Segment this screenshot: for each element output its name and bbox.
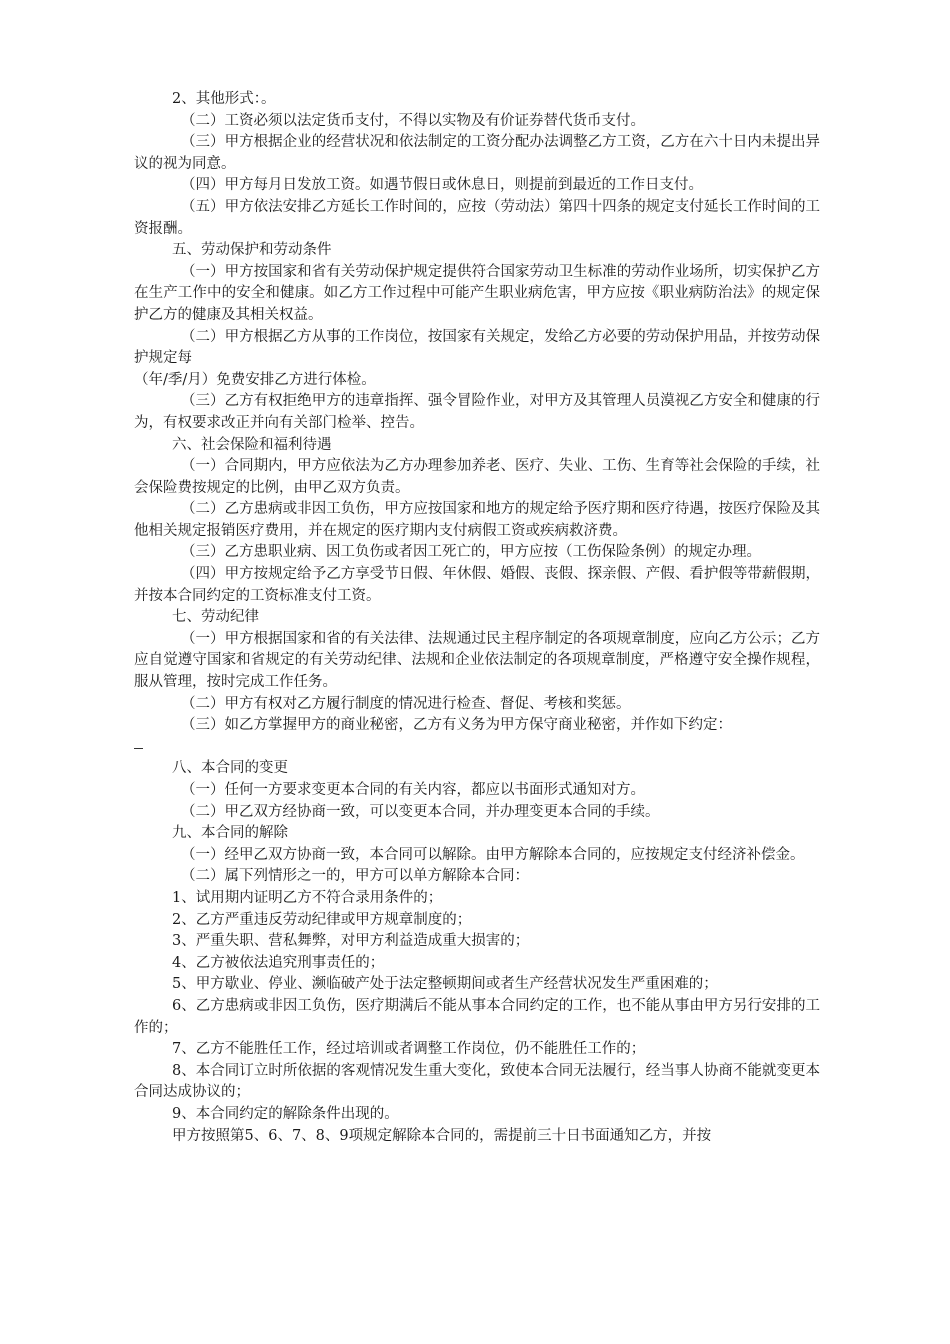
paragraph: 8、本合同订立时所依据的客观情况发生重大变化，致使本合同无法履行，经当事人协商不能就变更本合同达成协议的； <box>134 1062 820 1101</box>
paragraph: （二）甲乙双方经协商一致，可以变更本合同，并办理变更本合同的手续。 <box>181 803 660 820</box>
paragraph: 6、乙方患病或非因工负伤，医疗期满后不能从事本合同约定的工作，也不能从事由甲方另行安排的工作的； <box>134 997 820 1036</box>
paragraph: 3、严重失职、营私舞弊，对甲方利益造成重大损害的； <box>172 933 530 950</box>
paragraph: （一）经甲乙双方协商一致，本合同可以解除。由甲方解除本合同的，应按规定支付经济补偿金。 <box>181 846 805 863</box>
paragraph: （一）任何一方要求变更本合同的有关内容，都应以书面形式通知对方。 <box>181 782 645 798</box>
paragraph: （一）合同期内，甲方应依法为乙方办理参加养老、医疗、失业、工伤、生育等社会保险的手续，社会保险费按规定的比例，由甲乙双方负责。 <box>134 458 820 496</box>
paragraph: 2、乙方严重违反劳动纪律或甲方规章制度的； <box>172 911 472 928</box>
paragraph: 9、本合同约定的解除条件出现的。 <box>172 1105 399 1122</box>
paragraph: （三）甲方根据企业的经营状况和依法制定的工资分配办法调整乙方工资，乙方在六十日内未提出异议的视为同意。 <box>134 134 820 172</box>
paragraph: 九、本合同的解除 <box>172 825 288 842</box>
paragraph: 五、劳动保护和劳动条件 <box>172 242 332 259</box>
paragraph: （二）乙方患病或非因工负伤，甲方应按国家和地方的规定给予医疗期和医疗待遇，按医疗保险及其他相关规定报销医疗费用，并在规定的医疗期内支付病假工资或疾病救济费。 <box>134 501 820 539</box>
paragraph: （二）属下列情形之一的，甲方可以单方解除本合同： <box>181 868 529 885</box>
paragraph: （一）甲方按国家和省有关劳动保护规定提供符合国家劳动卫生标准的劳动作业场所，切实保护乙方在生产工作中的安全和健康。如乙方工作过程中可能产生职业病危害，甲方应按《职业病防治法》的规定保护乙方的健康及其相关权益。 <box>134 263 820 323</box>
paragraph: 2、其他形式：。 <box>172 91 276 107</box>
paragraph: 5、甲方歇业、停业、濒临破产处于法定整顿期间或者生产经营状况发生严重困难的； <box>172 976 718 993</box>
blank-line-marker <box>134 737 820 759</box>
paragraph: （五）甲方依法安排乙方延长工作时间的，应按（劳动法）第四十四条的规定支付延长工作时间的工资报酬。 <box>134 198 820 237</box>
document-body <box>134 89 820 1147</box>
paragraph: （二）工资必须以法定货币支付，不得以实物及有价证券替代货币支付。 <box>181 112 645 129</box>
paragraph: （年/季/月）免费安排乙方进行体检。 <box>134 371 376 388</box>
paragraph: （四）甲方按规定给予乙方享受节日假、年休假、婚假、丧假、探亲假、产假、看护假等带薪假期，并按本合同约定的工资标准支付工资。 <box>134 566 820 604</box>
paragraph: （二）甲方根据乙方从事的工作岗位，按国家有关规定，发给乙方必要的劳动保护用品，并按劳动保护规定每 <box>134 328 820 367</box>
paragraph: 甲方按照第5、6、7、8、9项规定解除本合同的，需提前三十日书面通知乙方，并按 <box>172 1127 712 1144</box>
paragraph: 七、劳动纪律 <box>172 609 259 626</box>
paragraph: （三）如乙方掌握甲方的商业秘密，乙方有义务为甲方保守商业秘密，并作如下约定： <box>181 717 732 734</box>
paragraph: 八、本合同的变更 <box>172 760 288 777</box>
paragraph: （三）乙方患职业病、因工负伤或者因工死亡的，甲方应按（工伤保险条例）的规定办理。 <box>181 544 761 561</box>
paragraph: （一）甲方根据国家和省的有关法律、法规通过民主程序制定的各项规章制度，应向乙方公示；乙方应自觉遵守国家和省规定的有关劳动纪律、法规和企业依法制定的各项规章制度，严格遵守安全操作规程，服从管理，按时完成工作任务。 <box>134 630 820 691</box>
paragraph: （三）乙方有权拒绝甲方的违章指挥、强令冒险作业，对甲方及其管理人员漠视乙方安全和健康的行为，有权要求改正并向有关部门检举、控告。 <box>134 393 820 431</box>
paragraph: 7、乙方不能胜任工作，经过培训或者调整工作岗位，仍不能胜任工作的； <box>172 1041 646 1058</box>
paragraph: （二）甲方有权对乙方履行制度的情况进行检查、督促、考核和奖惩。 <box>181 695 631 712</box>
paragraph: （四）甲方每月日发放工资。如遇节假日或休息日，则提前到最近的工作日支付。 <box>181 177 703 194</box>
paragraph: 1、试用期内证明乙方不符合录用条件的； <box>172 889 443 906</box>
paragraph: 六、社会保险和福利待遇 <box>172 436 332 453</box>
paragraph: 4、乙方被依法追究刑事责任的； <box>172 954 385 971</box>
